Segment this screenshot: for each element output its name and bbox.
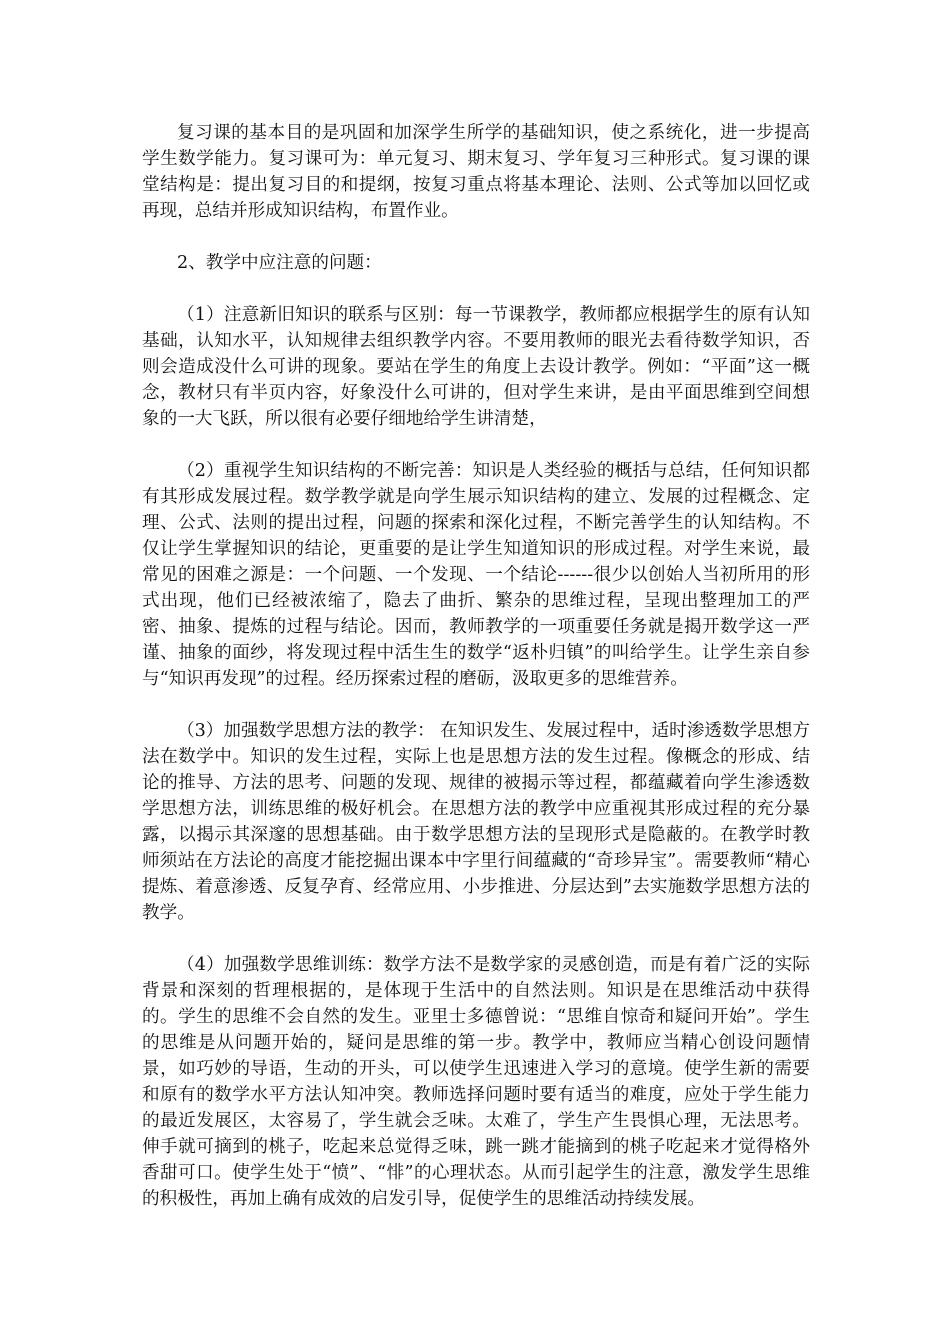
- paragraph-review-class-purpose: 复习课的基本目的是巩固和加深学生所学的基础知识，使之系统化，进一步提高学生数学能力。复习课可为：单元复习、期末复习、学年复习三种形式。复习课的课堂结构是：提出复习目的和提纲，按复习重点将基本理论、法则、公式等加以回忆或再现，总结并形成知识结构，布置作业。: [142, 123, 810, 221]
- paragraph-point-2: （2）重视学生知识结构的不断完善：知识是人类经验的概括与总结，任何知识都有其形成发展过程。数学教学就是向学生展示知识结构的建立、发展的过程概念、定理、公式、法则的提出过程，问题的探索和深化过程，不断完善学生的认知结构。不仅让学生掌握知识的结论，更重要的是让学生知道知识的形成过程。对学生来说，最常见的困难之源是：一个问题、一个发现、一个结论------很少以创始人当初所用的形式出现，他们已经被浓缩了，隐去了曲折、繁杂的思维过程，呈现出整理加工的严密、抽象、提炼的过程与结论。因而，教师教学的一项重要任务就是揭开数学这一严谨、抽象的面纱，将发现过程中活生生的数学“返朴归镇”的叫给学生。让学生亲自参与“知识再发现”的过程。经历探索过程的磨砺，汲取更多的思维营养。: [142, 461, 810, 689]
- paragraph-point-4: （4）加强数学思维训练：数学方法不是数学家的灵感创造，而是有着广泛的实际背景和深刻的哲理根据的，是体现于生活中的自然法则。知识是在思维活动中获得的。学生的思维不会自然的发生。亚里士多德曾说：“思维自惊奇和疑问开始”。学生的思维是从问题开始的，疑问是思维的第一步。教学中，教师应当精心创设问题情景，如巧妙的导语，生动的开头，可以使学生迅速进入学习的意境。使学生新的需要和原有的数学水平方法认知冲突。教师选择问题时要有适当的难度，应处于学生能力的最近发展区，太容易了，学生就会乏味。太难了，学生产生畏惧心理，无法思考。伸手就可摘到的桃子，吃起来总觉得乏味，跳一跳才能摘到的桃子吃起来才觉得格外香甜可口。使学生处于“愤”、“悱”的心理状态。从而引起学生的注意，激发学生思维的积极性，再加上确有成效的启发引导，促使学生的思维活动持续发展。: [142, 955, 810, 1209]
- paragraph-point-3: （3）加强数学思想方法的教学： 在知识发生、发展过程中，适时渗透数学思想方法在数学中。知识的发生过程，实际上也是思想方法的发生过程。像概念的形成、结论的推导、方法的思考、问题的发现、规律的被揭示等过程，都蕴藏着向学生渗透数学思想方法，训练思维的极好机会。在思想方法的教学中应重视其形成过程的充分暴露，以揭示其深邃的思想基础。由于数学思想方法的呈现形式是隐蔽的。在教学时教师须站在方法论的高度才能挖掘出课本中字里行间蕴藏的“奇珍异宝”。需要教师“精心提炼、着意渗透、反复孕育、经常应用、小步推进、分层达到”去实施数学思想方法的教学。: [142, 721, 810, 923]
- document-body: [142, 120, 810, 1238]
- section-heading-teaching-issues: 2、教学中应注意的问题：: [177, 253, 382, 273]
- paragraph-point-1: （1）注意新旧知识的联系与区别：每一节课教学，教师都应根据学生的原有认知基础，认知水平，认知规律去组织教学内容。不要用教师的眼光去看待数学知识，否则会造成没什么可讲的现象。要站在学生的角度上去设计教学。例如：“平面”这一概念，教材只有半页内容，好象没什么可讲的，但对学生来讲，是由平面思维到空间想象的一大飞跃，所以很有必要仔细地给学生讲清楚，: [142, 305, 810, 429]
